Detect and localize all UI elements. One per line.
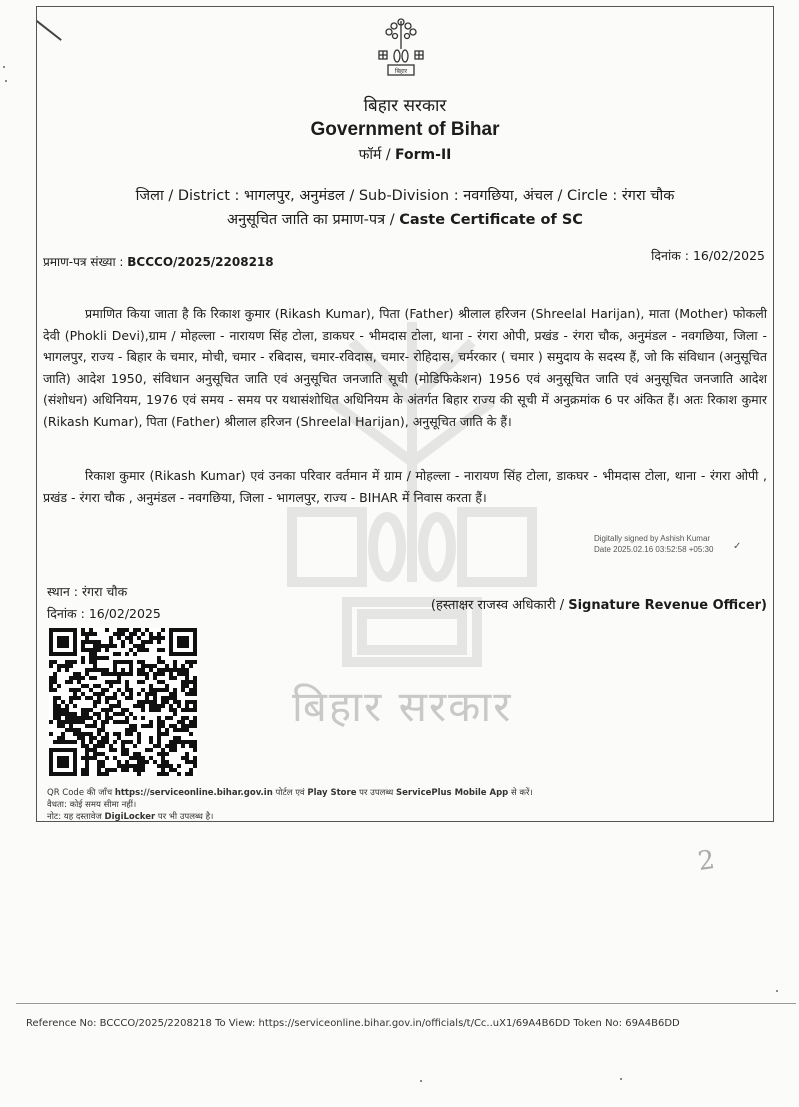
qr-code[interactable] — [49, 627, 197, 777]
signature-officer: (हस्ताक्षर राजस्व अधिकारी / Signature Revenue Officer) — [430, 598, 767, 613]
handwritten-mark: 2 — [695, 844, 717, 878]
place-date: दिनांक : 16/02/2025 — [47, 606, 161, 621]
certificate-body-paragraph: प्रमाणित किया जाता है कि रिकाश कुमार (Rikash Kumar), पिता (Father) श्रीलाल हरिजन (Shreelal Harijan), माता (Mother) फोकली देवी (Phokli Devi),ग्राम / मोहल्ला - नारायण सिंह टोला, डाकघर - भीमदास टोला, थाना - रंगरा ओपी, प्रखंड - रंगरा चौक, अनुमंडल - नवगछिया, जिला - भागलपुर, राज्य - बिहार के चमार, मोची, चमार - रबिदास, चमार-रविदास, चमार- रोहिदास, चर्मरकार ( चमार ) समुदाय के सदस्य हैं, जो कि संविधान (अनुसूचित जाति) आदेश 1950, संविधान अनुसूचित जाति एवं अनुसूचित जनजाति सूची (मोडिफिकेशन) 1956 एवं अनुसूचित जाति एवं अनुसूचित जनजाति आदेश (संशोधन) अधिनियम, 1976 एवं समय - समय पर यथासंशोधित अधिनियम के अंतर्गत बिहार राज्य की सूची में अनुक्रमांक 6 पर अंकित हैं। अतः रिकाश कुमार (Rikash Kumar), पिता (Father) श्रीलाल हरिजन (Shreelal Harijan), अनुसूचित जाति के हैं। — [43, 306, 767, 429]
government-title: Government of Bihar — [310, 119, 500, 140]
residence-paragraph: रिकाश कुमार (Rikash Kumar) एवं उनका परिवार वर्तमान में ग्राम / मोहल्ला - नारायण सिंह टोला, डाकघर - भीमदास टोला, थाना - रंगरा ओपी , प्रखंड - रंगरा चौक , अनुमंडल - नवगछिया, जिला - भागलपुर, राज्य - BIHAR में निवास करता हैं। — [43, 468, 767, 505]
bihar-emblem-icon — [370, 15, 432, 77]
issue-date: दिनांक : 16/02/2025 — [651, 248, 765, 263]
reference-footer: Reference No: BCCCO/2025/2208218 To View: https://serviceonline.bihar.gov.in/officials/t/Cc..uX1/69A4B6DD Token No: 69A4B6DD — [26, 1018, 680, 1029]
form-title: फॉर्म / Form-II — [358, 147, 452, 163]
verification-notes: QR Code की जाँच https://serviceonline.bihar.gov.in पोर्टल एवं Play Store पर उपलब्ध ServicePlus Mobile App से करें। वैधता: कोई समय सीमा नहीं। नोट: यह दस्तावेज DigiLocker पर भी उपलब्ध है। — [47, 788, 533, 822]
certificate-title: अनुसूचित जाति का प्रमाण-पत्र / Caste Certificate of SC — [227, 212, 583, 228]
svg-text:बिहार: बिहार — [394, 68, 408, 75]
corner-stroke — [36, 17, 62, 40]
certificate-frame — [36, 6, 774, 822]
place: स्थान : रंगरा चौक — [47, 584, 128, 599]
certificate-number: प्रमाण-पत्र संख्या : BCCCO/2025/2208218 — [43, 255, 274, 269]
signature-check-icon: ✓ — [733, 541, 742, 552]
footer-divider — [16, 1003, 796, 1004]
hindi-title: बिहार सरकार — [363, 96, 447, 116]
district-line: जिला / District : भागलपुर, अनुमंडल / Sub-Division : नवगछिया, अंचल / Circle : रंगरा चौक — [135, 188, 675, 204]
digital-signature: Digitally signed by Ashish Kumar Date 2025.02.16 03:52:58 +05:30 — [594, 534, 714, 554]
watermark-text: बिहार सरकार — [292, 682, 513, 731]
